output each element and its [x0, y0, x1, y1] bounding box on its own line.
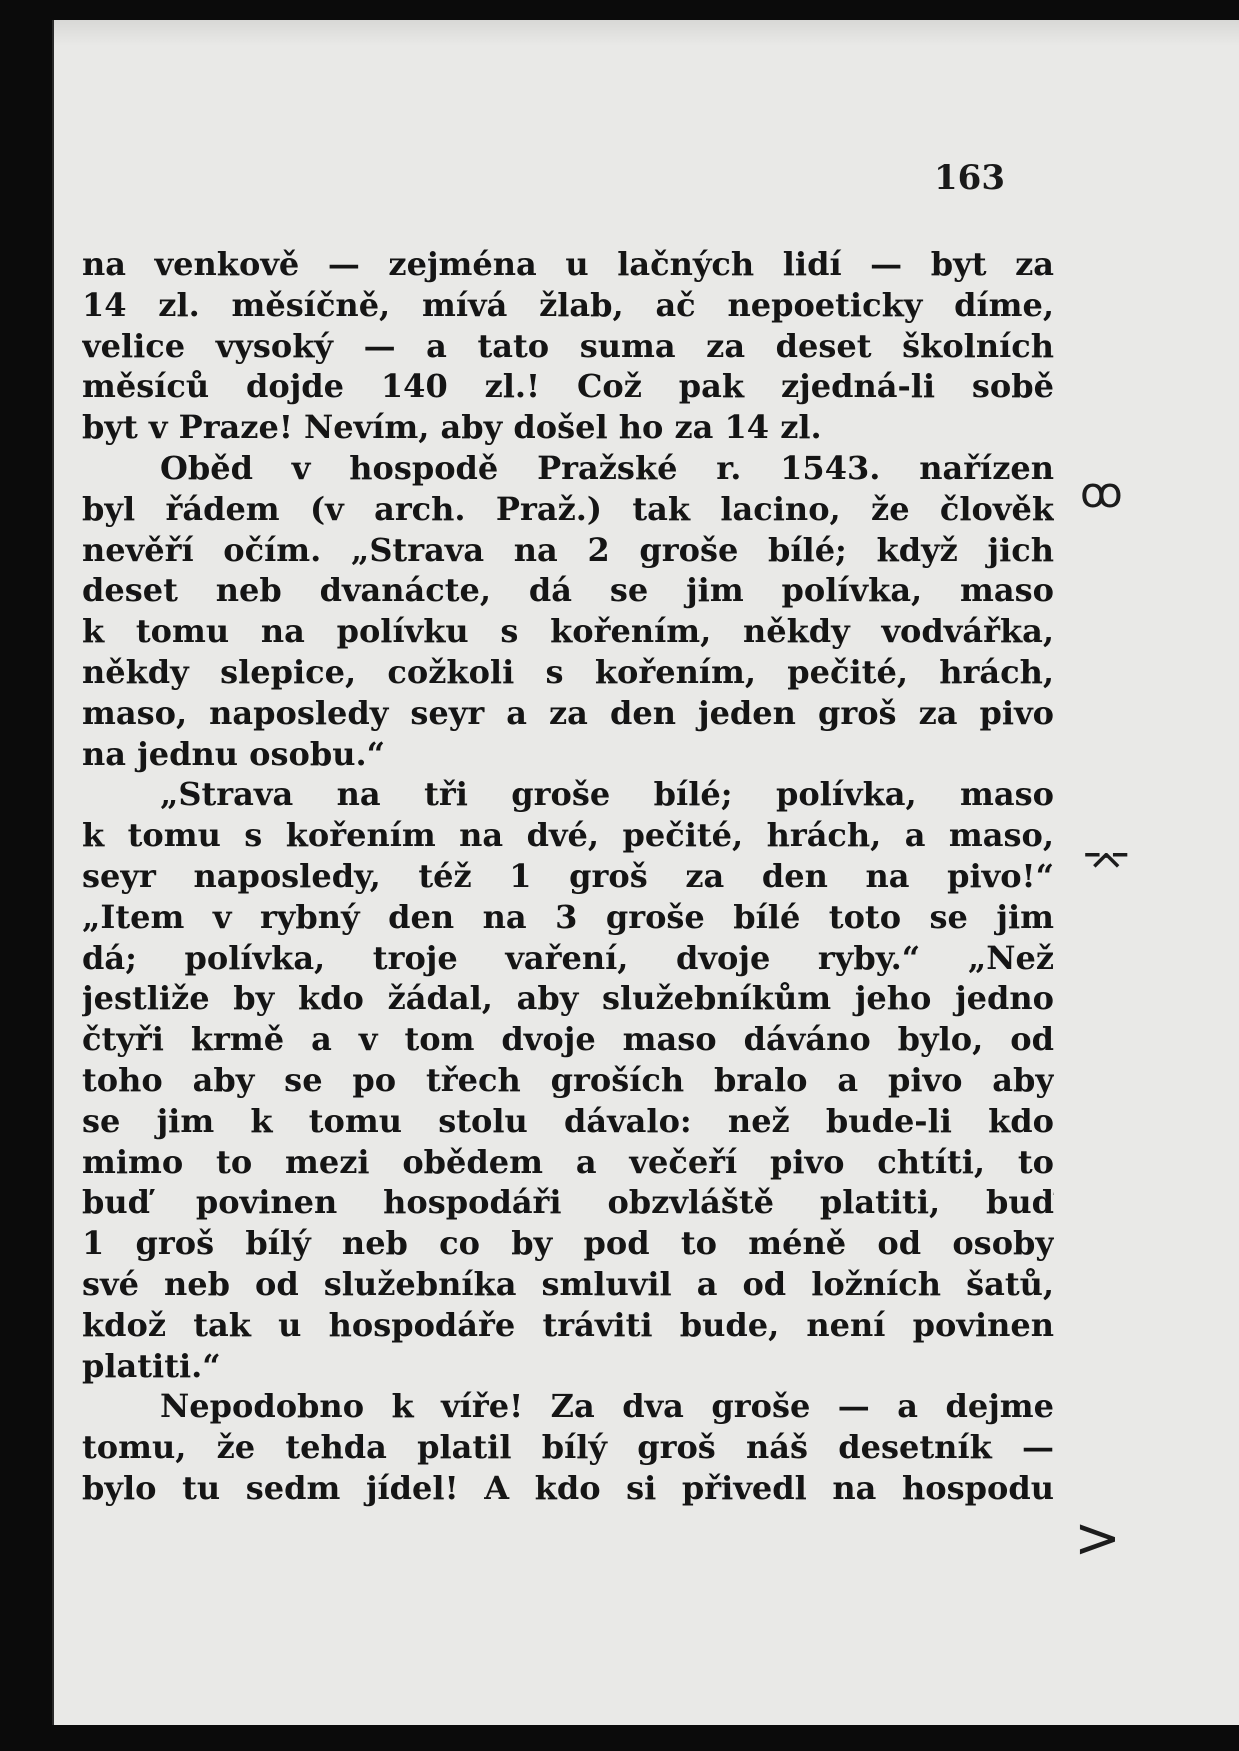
- text-line: tomu, že tehda platil bílý groš náš desetník —: [82, 1428, 1054, 1467]
- body-text: [82, 244, 1054, 1509]
- text-line: někdy slepice, cožkoli s kořením, pečité, hrách,: [82, 652, 1054, 691]
- text-line: deset neb dvanácte, dá se jim polívka, maso: [82, 571, 1054, 610]
- text-line: se jim k tomu stolu dávalo: než bude-li kdo: [82, 1101, 1054, 1140]
- text-line: „Item v rybný den na 3 groše bílé toto se jim: [82, 897, 1054, 936]
- text-line: seyr naposledy, též 1 groš za den na pivo!“: [82, 856, 1054, 895]
- text-line: na jednu osobu.“: [82, 734, 386, 773]
- text-line: na venkově — zejména u lačných lidí — byt za: [82, 245, 1054, 283]
- text-line: měsíců dojde 140 zl.! Což pak zjedná-li sobě: [82, 367, 1054, 406]
- text-line: kdož tak u hospodáře tráviti bude, není povinen: [82, 1305, 1054, 1344]
- text-line: Oběd v hospodě Pražské r. 1543. nařízen: [160, 448, 1054, 487]
- page-top-shadow: [54, 20, 1239, 46]
- text-line: buď povinen hospodáři obzvláště platiti, buď: [82, 1183, 1054, 1222]
- text-line: maso, naposledy seyr a za den jeden groš za pivo: [82, 693, 1054, 732]
- text-line: čtyři krmě a v tom dvoje maso dáváno bylo, od: [82, 1020, 1054, 1059]
- text-line: k tomu na polívku s kořením, někdy vodvářka,: [82, 612, 1054, 651]
- text-line: 1 groš bílý neb co by pod to méně od osoby: [82, 1224, 1054, 1263]
- margin-mark-2: ⌤: [1082, 838, 1131, 887]
- text-line: toho aby se po třech groších bralo a pivo aby: [82, 1060, 1054, 1099]
- text-line: jestliže by kdo žádal, aby služebníkům jeho jedno: [82, 979, 1054, 1018]
- text-line: bylo tu sedm jídel! A kdo si přivedl na hospodu: [82, 1468, 1054, 1507]
- text-line: byt v Praze! Nevím, aby došel ho za 14 zl.: [82, 408, 822, 447]
- text-line: mimo to mezi obědem a večeří pivo chtíti, to: [82, 1142, 1054, 1181]
- text-line: 14 zl. měsíčně, mívá žlab, ač nepoeticky díme,: [82, 285, 1054, 324]
- text-line: Nepodobno k víře! Za dva groše — a dejme: [160, 1387, 1054, 1426]
- text-line: byl řádem (v arch. Praž.) tak lacino, že člověk: [82, 489, 1054, 528]
- text-line: velice vysoký — a tato suma za deset školních: [82, 326, 1054, 365]
- text-line: své neb od služebníka smluvil a od ložních šatů,: [82, 1264, 1054, 1303]
- margin-mark-1: ꝏ: [1080, 468, 1123, 517]
- text-line: k tomu s kořením na dvé, pečité, hrách, a maso,: [82, 816, 1054, 855]
- page-number: 163: [934, 158, 1005, 198]
- text-line: „Strava na tři groše bílé; polívka, maso: [160, 775, 1054, 814]
- text-line: dá; polívka, troje vaření, dvoje ryby.“ „Než: [82, 938, 1054, 977]
- text-line: nevěří očím. „Strava na 2 groše bílé; když jich: [82, 530, 1054, 569]
- text-line: platiti.“: [82, 1346, 221, 1385]
- margin-mark-3: >: [1074, 1506, 1121, 1571]
